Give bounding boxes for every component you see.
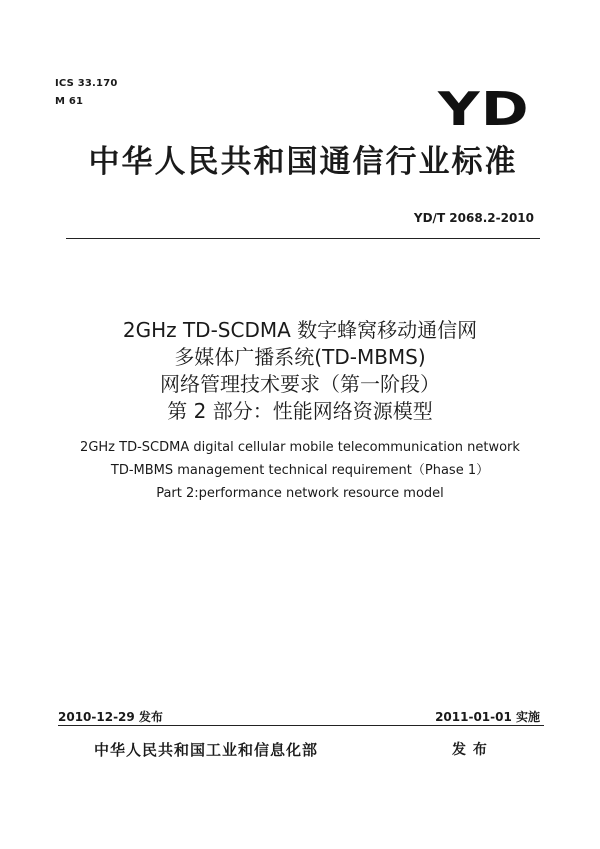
standard-title: 中华人民共和国通信行业标准 — [88, 144, 518, 180]
ccs-code: M 61 — [55, 96, 84, 107]
issuer-action: 发 布 — [452, 742, 488, 758]
title-cn-line-2: 多媒体广播系统(TD-MBMS) — [174, 345, 426, 369]
issue-date: 2010-12-29 发布 — [58, 710, 163, 724]
issuer-name: 中华人民共和国工业和信息化部 — [94, 741, 319, 759]
title-cn-line-1: 2GHz TD-SCDMA 数字蜂窝移动通信网 — [122, 318, 478, 342]
title-cn-line-4: 第 2 部分：性能网络资源模型 — [167, 399, 433, 423]
title-en-line-1: 2GHz TD-SCDMA digital cellular mobile telecommunication network — [80, 440, 520, 455]
implementation-date: 2011-01-01 实施 — [435, 710, 540, 724]
title-en-line-3: Part 2:performance network resource model — [156, 486, 444, 501]
ics-code: ICS 33.170 — [55, 78, 118, 89]
standard-number: YD/T 2068.2-2010 — [413, 211, 534, 225]
title-en-line-2: TD-MBMS management technical requirement（Phase 1） — [110, 463, 490, 478]
title-cn-line-3: 网络管理技术要求（第一阶段） — [160, 372, 440, 396]
yd-logo: YD — [438, 82, 530, 136]
top-divider — [66, 238, 540, 239]
bottom-divider — [58, 725, 544, 726]
